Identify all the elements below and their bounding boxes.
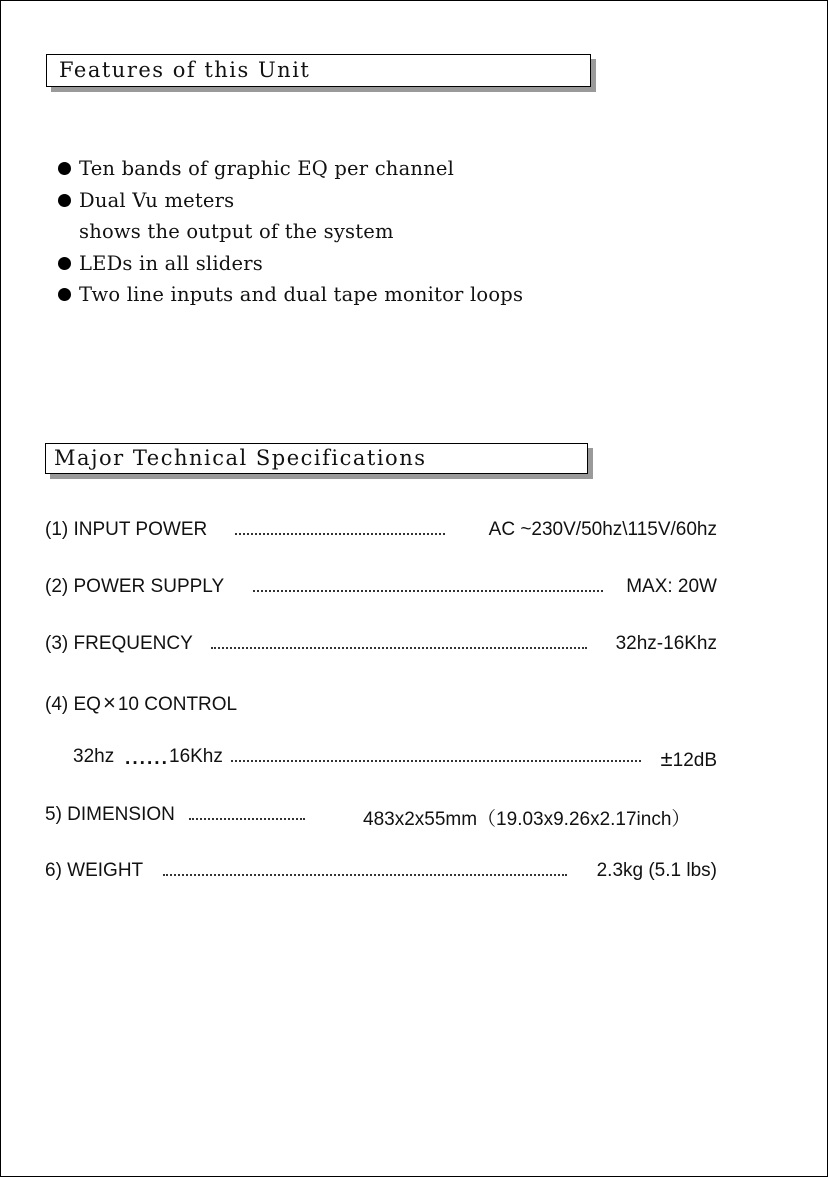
bullet-icon bbox=[58, 257, 71, 270]
spec-value: AC ~230V/50hz\115V/60hz bbox=[488, 519, 717, 540]
spec-frequency bbox=[45, 633, 717, 659]
features-list bbox=[56, 153, 523, 311]
dot-leader bbox=[235, 533, 445, 535]
spec-weight bbox=[45, 860, 717, 886]
eq-prefix: (4) EQ bbox=[45, 694, 101, 715]
feature-text: Ten bands of graphic EQ per channel bbox=[79, 157, 455, 180]
eq-range-from: 32hz bbox=[73, 746, 115, 767]
spec-value: 32hz-16Khz bbox=[615, 633, 717, 654]
spec-label: 5) DIMENSION bbox=[45, 804, 175, 825]
bullet-icon bbox=[58, 162, 71, 175]
spec-label: (2) POWER SUPPLY bbox=[45, 576, 225, 597]
spec-label: 6) WEIGHT bbox=[45, 860, 144, 881]
dot-leader bbox=[211, 647, 587, 649]
eq-range-to: 16Khz bbox=[169, 746, 223, 767]
spec-eq-range bbox=[73, 746, 717, 772]
spec-label: (1) INPUT POWER bbox=[45, 519, 208, 540]
spec-power-supply bbox=[45, 576, 717, 602]
spec-dimension bbox=[45, 804, 717, 830]
feature-subtext: shows the output of the system bbox=[79, 220, 394, 243]
eq-suffix: 10 CONTROL bbox=[117, 694, 238, 715]
list-item bbox=[56, 248, 523, 280]
feature-text: Dual Vu meters bbox=[79, 188, 235, 212]
specs-title: Major Technical Specifications bbox=[45, 443, 588, 474]
dot-leader bbox=[231, 760, 641, 762]
eq-range-ellipsis: ······ bbox=[125, 753, 169, 774]
times-symbol: × bbox=[102, 690, 116, 715]
spec-eq-control bbox=[45, 690, 717, 716]
spec-label: (3) FREQUENCY bbox=[45, 633, 193, 654]
list-item bbox=[56, 279, 523, 311]
list-item bbox=[56, 185, 523, 248]
bullet-icon bbox=[58, 194, 71, 207]
spec-label bbox=[45, 690, 237, 716]
features-title: Features of this Unit bbox=[46, 54, 591, 87]
spec-value: 483x2x55mm（19.03x9.26x2.17inch） bbox=[363, 809, 691, 830]
feature-text: Two line inputs and dual tape monitor loops bbox=[79, 283, 524, 306]
feature-text: LEDs in all sliders bbox=[79, 251, 263, 275]
spec-value bbox=[661, 746, 717, 772]
spec-value: 2.3kg (5.1 lbs) bbox=[596, 860, 717, 881]
dot-leader bbox=[253, 590, 603, 592]
list-item bbox=[56, 153, 523, 185]
spec-input-power bbox=[45, 519, 717, 545]
plus-minus-symbol: ± bbox=[660, 746, 673, 771]
eq-range-value: 12dB bbox=[672, 750, 717, 771]
dot-leader bbox=[189, 818, 305, 820]
dot-leader bbox=[163, 874, 567, 876]
bullet-icon bbox=[58, 288, 71, 301]
spec-value: MAX: 20W bbox=[626, 576, 717, 597]
